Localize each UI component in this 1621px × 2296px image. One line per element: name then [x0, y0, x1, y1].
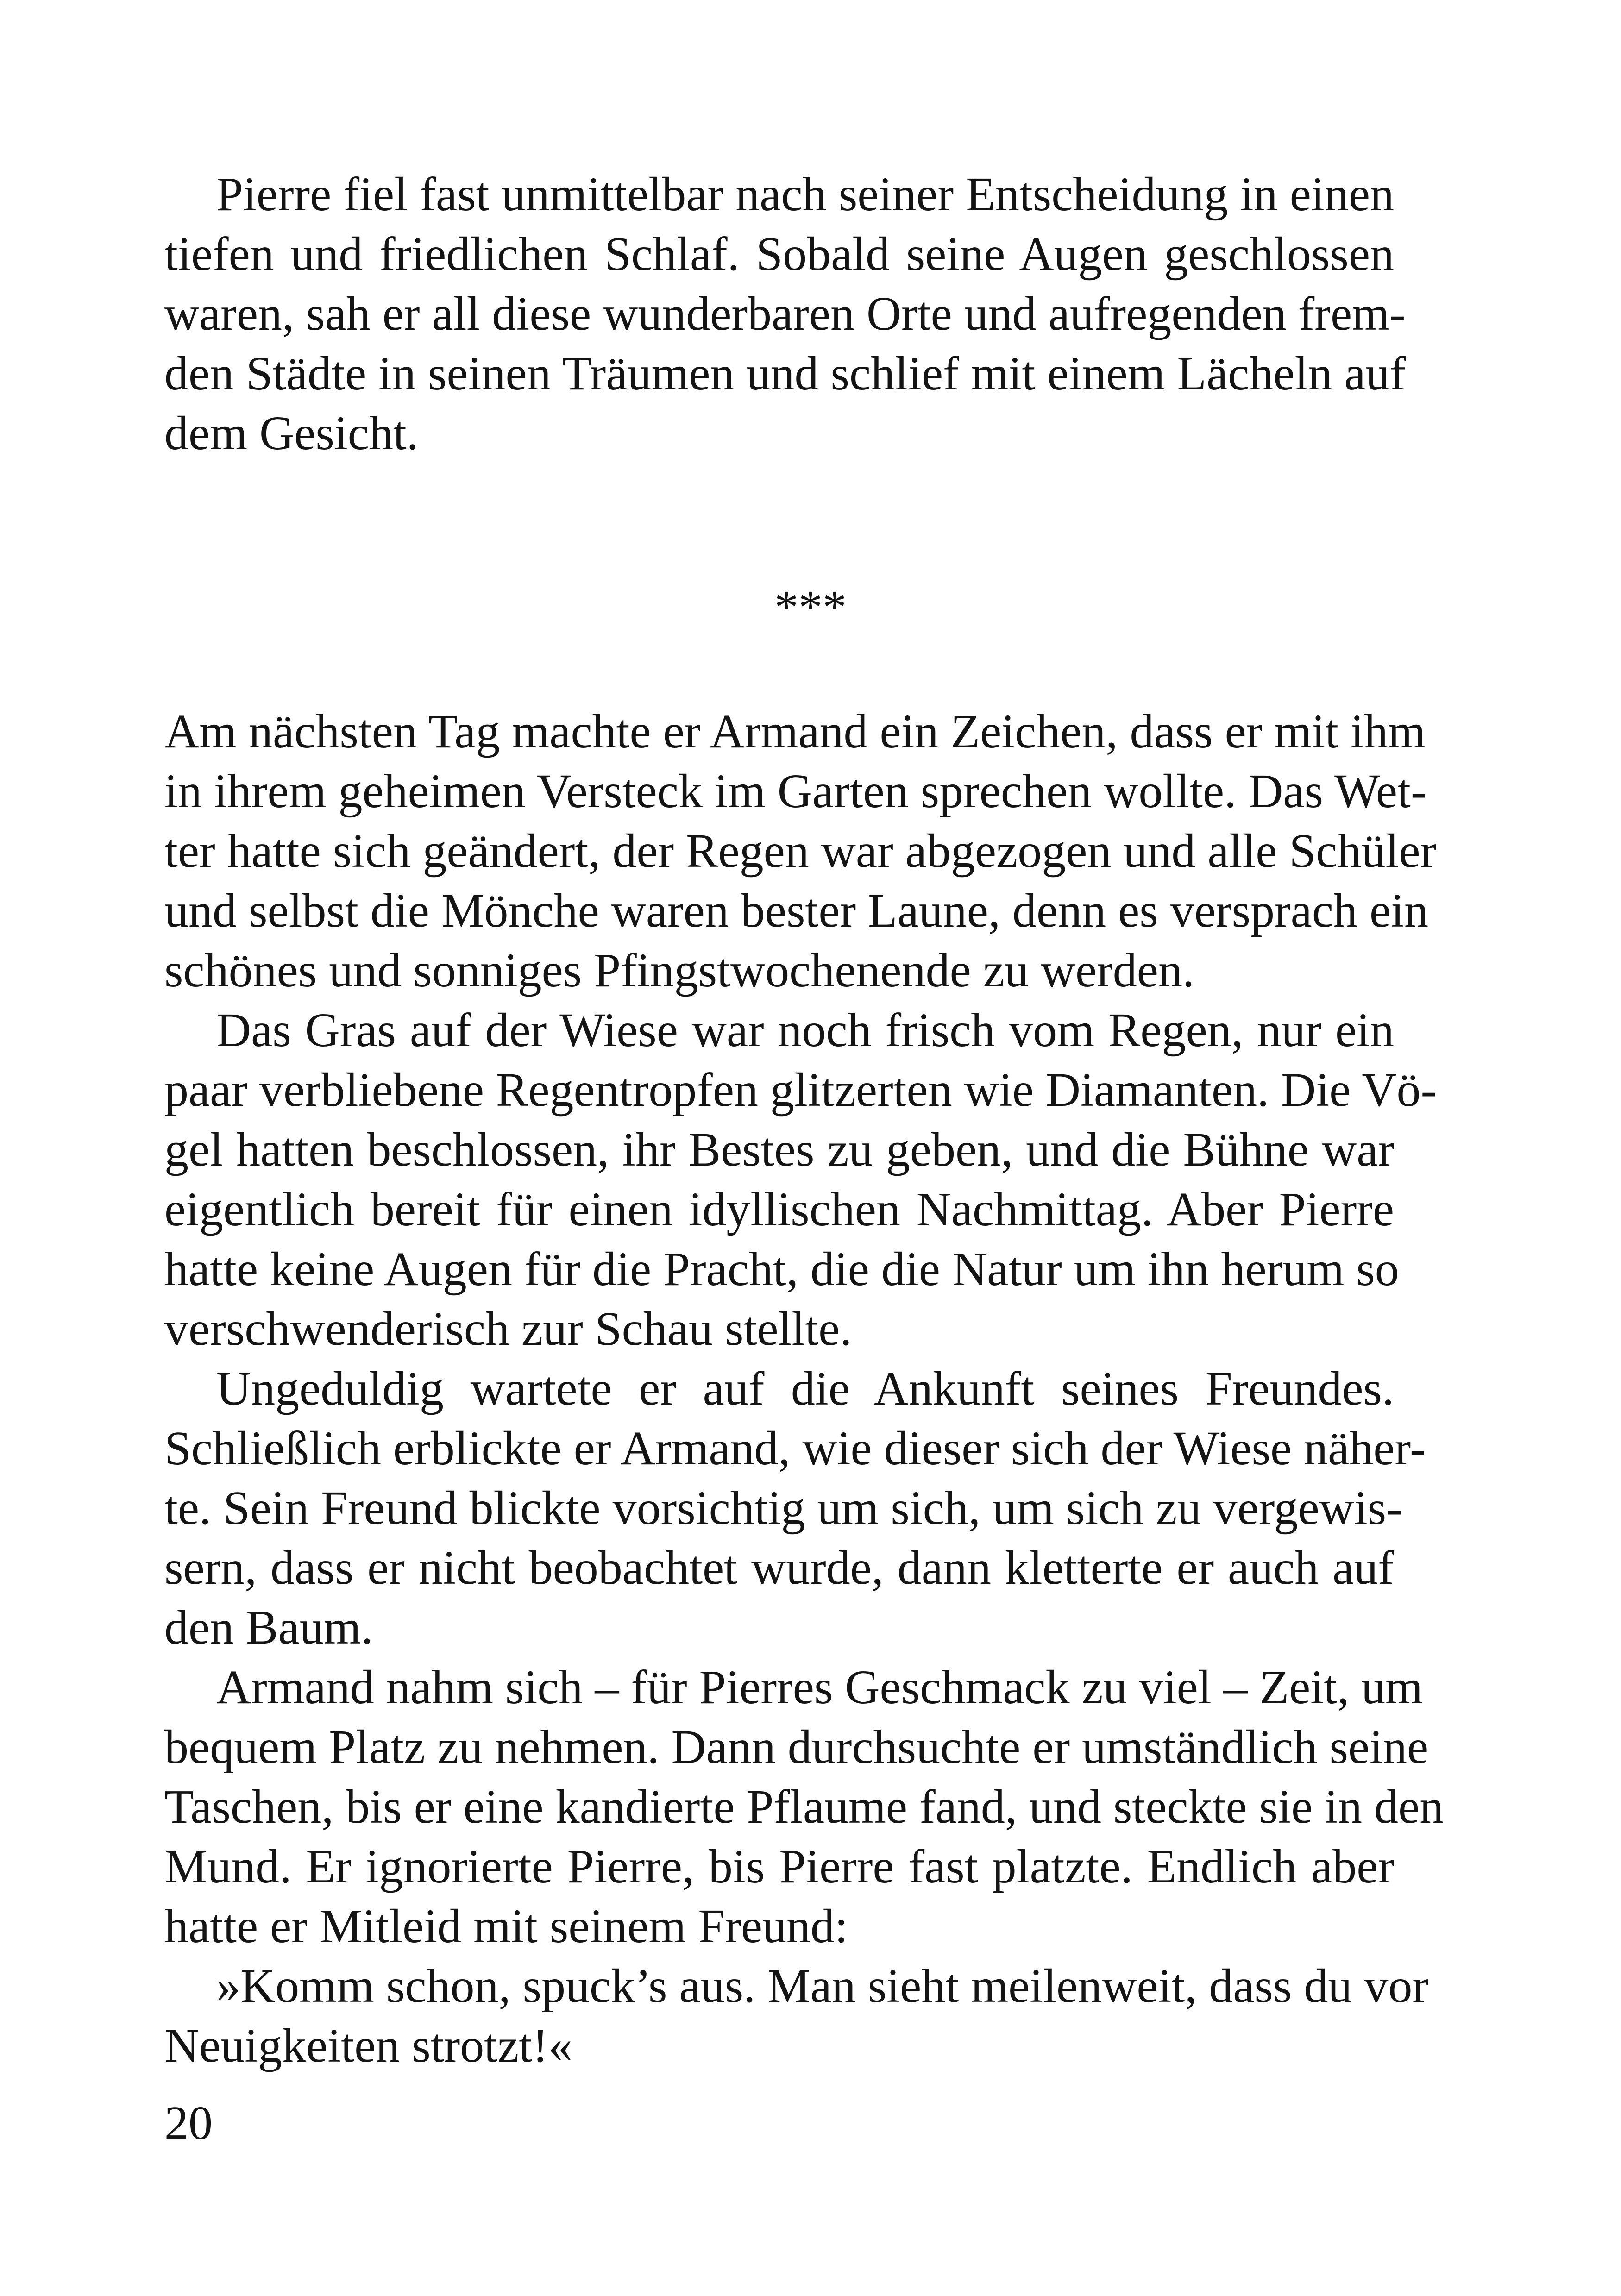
text-line: verschwenderisch zur Schau stellte. [164, 1302, 852, 1355]
main-text [164, 702, 1444, 2076]
text-line: sern, dass er nicht beobachtet wurde, dann kletterte er auch auf [164, 1541, 1394, 1594]
text-line: in ihrem geheimen Versteck im Garten sprechen wollte. Das Wet- [164, 765, 1427, 818]
text-line: Schließlich erblickte er Armand, wie dieser sich der Wiese näher- [164, 1422, 1426, 1475]
text-line: Pierre fiel fast unmittelbar nach seiner Entscheidung in einen [216, 168, 1394, 221]
paragraph-next-day [164, 702, 1437, 1000]
text-line: ter hatte sich geändert, der Regen war abgezogen und alle Schüler [164, 824, 1437, 878]
text-line: waren, sah er all diese wunderbaren Orte und aufregenden frem- [164, 287, 1406, 340]
paragraph-waiting [164, 1359, 1426, 1657]
text-line: hatte er Mitleid mit seinem Freund: [164, 1900, 848, 1953]
text-line: bequem Platz zu nehmen. Dann durchsuchte er umständlich seine [164, 1720, 1429, 1774]
text-line: schönes und sonniges Pfingstwochenende zu werden. [164, 944, 1194, 997]
text-line: dem Gesicht. [164, 407, 419, 460]
text-line: Am nächsten Tag machte er Armand ein Zeichen, dass er mit ihm [164, 705, 1426, 758]
section-separator: *** [774, 581, 847, 634]
paragraph-meadow [164, 1000, 1437, 1359]
paragraph-armand-plum [164, 1657, 1444, 1956]
text-line: den Städte in seinen Träumen und schlief mit einem Lächeln auf [164, 347, 1406, 400]
text-line: Neuigkeiten strotzt!« [164, 2019, 572, 2072]
text-line: gel hatten beschlossen, ihr Bestes zu geben, und die Bühne war [164, 1123, 1394, 1176]
text-line: und selbst die Mönche waren bester Laune, denn es versprach ein [164, 884, 1429, 937]
text-line: Armand nahm sich – für Pierres Geschmack zu viel – Zeit, um [216, 1661, 1423, 1714]
text-line: paar verbliebene Regentropfen glitzerten wie Diamanten. Die Vö- [164, 1063, 1437, 1117]
text-line: den Baum. [164, 1601, 373, 1654]
text-line: Ungeduldig wartete er auf die Ankunft seines Freundes. [216, 1362, 1394, 1415]
text-line: tiefen und friedlichen Schlaf. Sobald seine Augen geschlossen [164, 227, 1394, 281]
text-line: »Komm schon, spuck’s aus. Man sieht meilenweit, dass du vor [216, 1959, 1429, 2013]
text-line: hatte keine Augen für die Pracht, die die Natur um ihn herum so [164, 1242, 1399, 1296]
text-line: te. Sein Freund blickte vorsichtig um sich, um sich zu vergewis- [164, 1481, 1402, 1535]
text-line: Mund. Er ignorierte Pierre, bis Pierre fast platzte. Endlich aber [164, 1840, 1394, 1893]
paragraph-pierre-sleeps [164, 164, 1406, 463]
text-line: Taschen, bis er eine kandierte Pflaume fand, und steckte sie in den [164, 1780, 1444, 1833]
paragraph-dialogue [164, 1956, 1429, 2076]
text-line: eigentlich bereit für einen idyllischen Nachmittag. Aber Pierre [164, 1183, 1394, 1236]
text-line: Das Gras auf der Wiese war noch frisch vom Regen, nur ein [216, 1004, 1394, 1057]
page-number: 20 [164, 2096, 213, 2150]
